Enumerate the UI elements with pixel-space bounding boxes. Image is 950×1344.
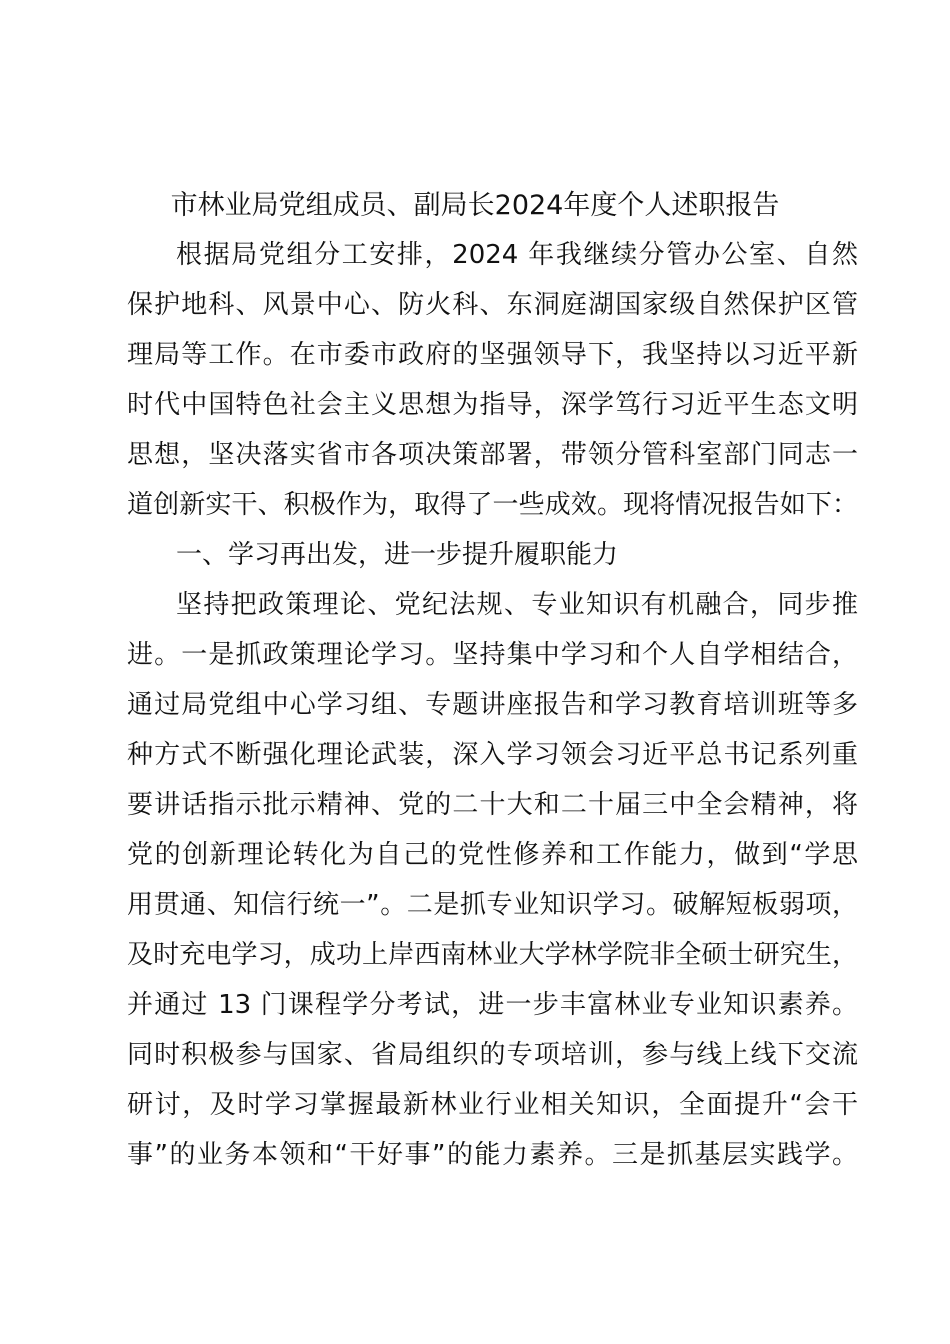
- paragraph-line: 事”的业务本领和“干好事”的能力素养。三是抓基层实践学。: [127, 1140, 858, 1170]
- paragraph-line: 时代中国特色社会主义思想为指导，深学笃行习近平生态文明: [127, 390, 858, 420]
- paragraph-line: 道创新实干、积极作为，取得了一些成效。现将情况报告如下：: [127, 490, 858, 520]
- paragraph-line: 进。一是抓政策理论学习。坚持集中学习和个人自学相结合，: [127, 640, 858, 670]
- paragraph-line: 通过局党组中心学习组、专题讲座报告和学习教育培训班等多: [127, 690, 858, 720]
- paragraph-line: 要讲话指示批示精神、党的二十大和二十届三中全会精神，将: [127, 790, 858, 820]
- section-heading: 一、学习再出发，进一步提升履职能力: [176, 540, 619, 570]
- paragraph-line: 保护地科、风景中心、防火科、东洞庭湖国家级自然保护区管: [127, 290, 858, 320]
- paragraph-line: 根据局党组分工安排，2024 年我继续分管办公室、自然: [176, 240, 858, 270]
- paragraph-line: 及时充电学习，成功上岸西南林业大学林学院非全硕士研究生，: [127, 940, 858, 970]
- paragraph-line: 党的创新理论转化为自己的党性修养和工作能力，做到“学思: [127, 840, 858, 870]
- paragraph-line: 坚持把政策理论、党纪法规、专业知识有机融合，同步推: [176, 590, 858, 620]
- document-title: 市林业局党组成员、副局长2024年度个人述职报告: [170, 190, 780, 221]
- paragraph-line: 同时积极参与国家、省局组织的专项培训，参与线上线下交流: [127, 1040, 858, 1070]
- paragraph-line: 并通过 13 门课程学分考试，进一步丰富林业专业知识素养。: [127, 990, 858, 1020]
- paragraph-line: 理局等工作。在市委市政府的坚强领导下，我坚持以习近平新: [127, 340, 858, 370]
- paragraph-line: 种方式不断强化理论武装，深入学习领会习近平总书记系列重: [127, 740, 858, 770]
- paragraph-line: 用贯通、知信行统一”。二是抓专业知识学习。破解短板弱项，: [127, 890, 858, 920]
- paragraph-line: 思想，坚决落实省市各项决策部署，带领分管科室部门同志一: [127, 440, 858, 470]
- paragraph-line: 研讨，及时学习掌握最新林业行业相关知识，全面提升“会干: [127, 1090, 858, 1120]
